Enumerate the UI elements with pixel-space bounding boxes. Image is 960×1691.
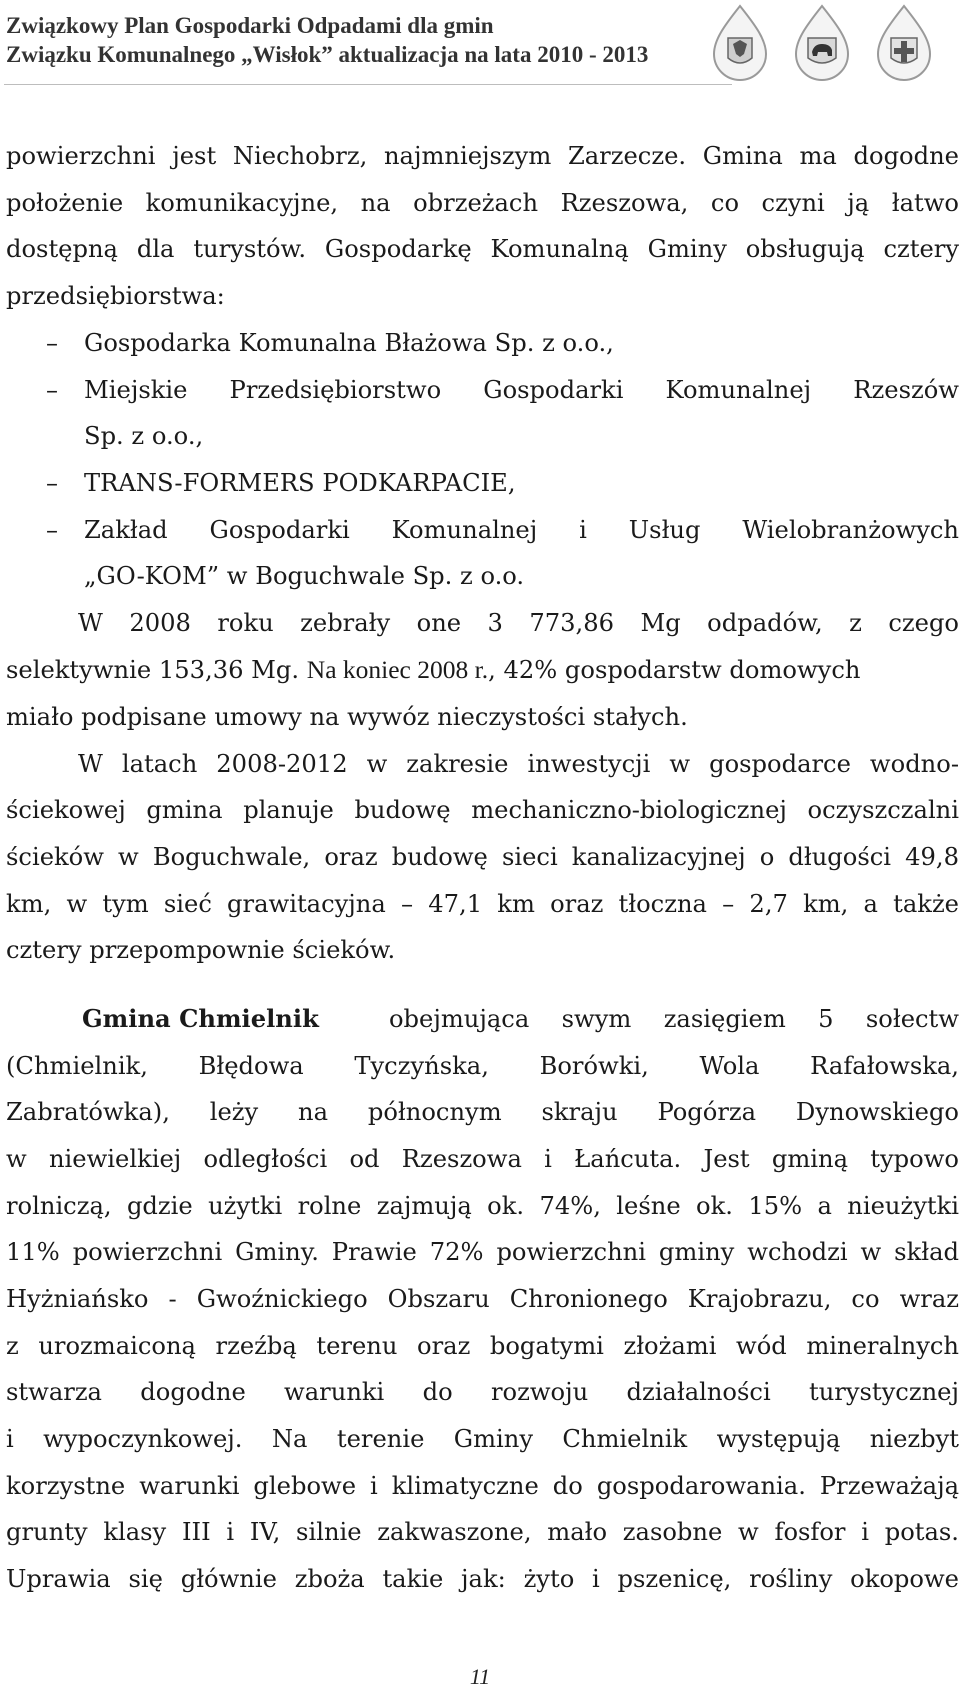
text-run: selektywnie 153,36 Mg. xyxy=(6,656,307,684)
crest-eagle-icon xyxy=(700,2,780,82)
crest-cross-icon xyxy=(864,2,944,82)
crest-bear-icon xyxy=(782,2,862,82)
paragraph-line xyxy=(82,1004,959,1034)
bold-heading: Gmina Chmielnik xyxy=(82,1004,319,1033)
paragraph-line: dostępną dla turystów. Gospodarkę Komunalną Gminy obsługują cztery xyxy=(6,235,959,263)
text-run: obejmująca swym zasięgiem 5 sołectw xyxy=(389,1005,959,1033)
page-header xyxy=(0,0,960,92)
list-item: Zakład Gospodarki Komunalnej i Usług Wielobranżowych xyxy=(84,516,959,544)
paragraph-line: rolniczą, gdzie użytki rolne zajmują ok. 74%, leśne ok. 15% a nieużytki xyxy=(6,1192,959,1220)
paragraph-line: (Chmielnik, Błędowa Tyczyńska, Borówki, Wola Rafałowska, xyxy=(6,1052,959,1080)
list-bullet: – xyxy=(46,516,58,544)
paragraph-line: w niewielkiej odległości od Rzeszowa i Łańcuta. Jest gminą typowo xyxy=(6,1145,959,1173)
paragraph-line: Zabratówka), leży na północnym skraju Pogórza Dynowskiego xyxy=(6,1098,959,1126)
paragraph-line: Hyżniańsko - Gwoźnickiego Obszaru Chronionego Krajobrazu, co wraz xyxy=(6,1285,959,1313)
list-item: TRANS-FORMERS PODKARPACIE, xyxy=(84,469,516,497)
paragraph-line: ściekowej gmina planuje budowę mechaniczno-biologicznej oczyszczalni xyxy=(6,796,959,824)
text-run: , 42% gospodarstw domowych xyxy=(488,656,861,684)
list-item: Gospodarka Komunalna Błażowa Sp. z o.o., xyxy=(84,329,614,357)
paragraph-line: miało podpisane umowy na wywóz nieczystości stałych. xyxy=(6,703,688,731)
paragraph-line: Uprawia się głównie zboża takie jak: żyto i pszenicę, rośliny okopowe xyxy=(6,1565,959,1593)
header-divider xyxy=(4,84,732,85)
paragraph-line: położenie komunikacyjne, na obrzeżach Rzeszowa, co czyni ją łatwo xyxy=(6,189,959,217)
list-item: Miejskie Przedsiębiorstwo Gospodarki Komunalnej Rzeszów xyxy=(84,376,959,404)
paragraph-line: cztery przepompownie ścieków. xyxy=(6,936,396,964)
paragraph-line: powierzchni jest Niechobrz, najmniejszym Zarzecze. Gmina ma dogodne xyxy=(6,142,959,170)
paragraph-line: ścieków w Boguchwale, oraz budowę sieci kanalizacyjnej o długości 49,8 xyxy=(6,843,959,871)
paragraph-line: grunty klasy III i IV, silnie zakwaszone, mało zasobne w fosfor i potas. xyxy=(6,1518,959,1546)
paragraph-line: stwarza dogodne warunki do rozwoju działalności turystycznej xyxy=(6,1378,959,1406)
list-bullet: – xyxy=(46,469,58,497)
coat-of-arms-group xyxy=(700,2,950,82)
header-title-line-2: Związku Komunalnego „Wisłok” aktualizacja na lata 2010 - 2013 xyxy=(6,42,649,67)
paragraph-line xyxy=(6,655,860,685)
list-item-continuation: Sp. z o.o., xyxy=(84,422,204,450)
paragraph-line: korzystne warunki glebowe i klimatyczne do gospodarowania. Przeważają xyxy=(6,1472,959,1500)
paragraph-line: z urozmaiconą rzeźbą terenu oraz bogatymi złożami wód mineralnych xyxy=(6,1332,959,1360)
list-item-continuation: „GO-KOM” w Boguchwale Sp. z o.o. xyxy=(84,562,525,590)
paragraph-line: 11% powierzchni Gminy. Prawie 72% powierzchni gminy wchodzi w skład xyxy=(6,1238,959,1266)
list-bullet: – xyxy=(46,376,58,404)
header-title-line-1: Związkowy Plan Gospodarki Odpadami dla gmin xyxy=(6,13,494,38)
text-run: Na koniec 2008 r. xyxy=(306,655,489,684)
paragraph-line: km, w tym sieć grawitacyjna – 47,1 km oraz tłoczna – 2,7 km, a także xyxy=(6,890,959,918)
list-bullet: – xyxy=(46,329,58,357)
paragraph-line: W 2008 roku zebrały one 3 773,86 Mg odpadów, z czego xyxy=(78,609,959,637)
page-number: 11 xyxy=(469,1664,491,1689)
paragraph-line: W latach 2008-2012 w zakresie inwestycji w gospodarce wodno- xyxy=(78,750,959,778)
paragraph-line: i wypoczynkowej. Na terenie Gminy Chmielnik występują niezbyt xyxy=(6,1425,959,1453)
paragraph-line: przedsiębiorstwa: xyxy=(6,282,225,310)
